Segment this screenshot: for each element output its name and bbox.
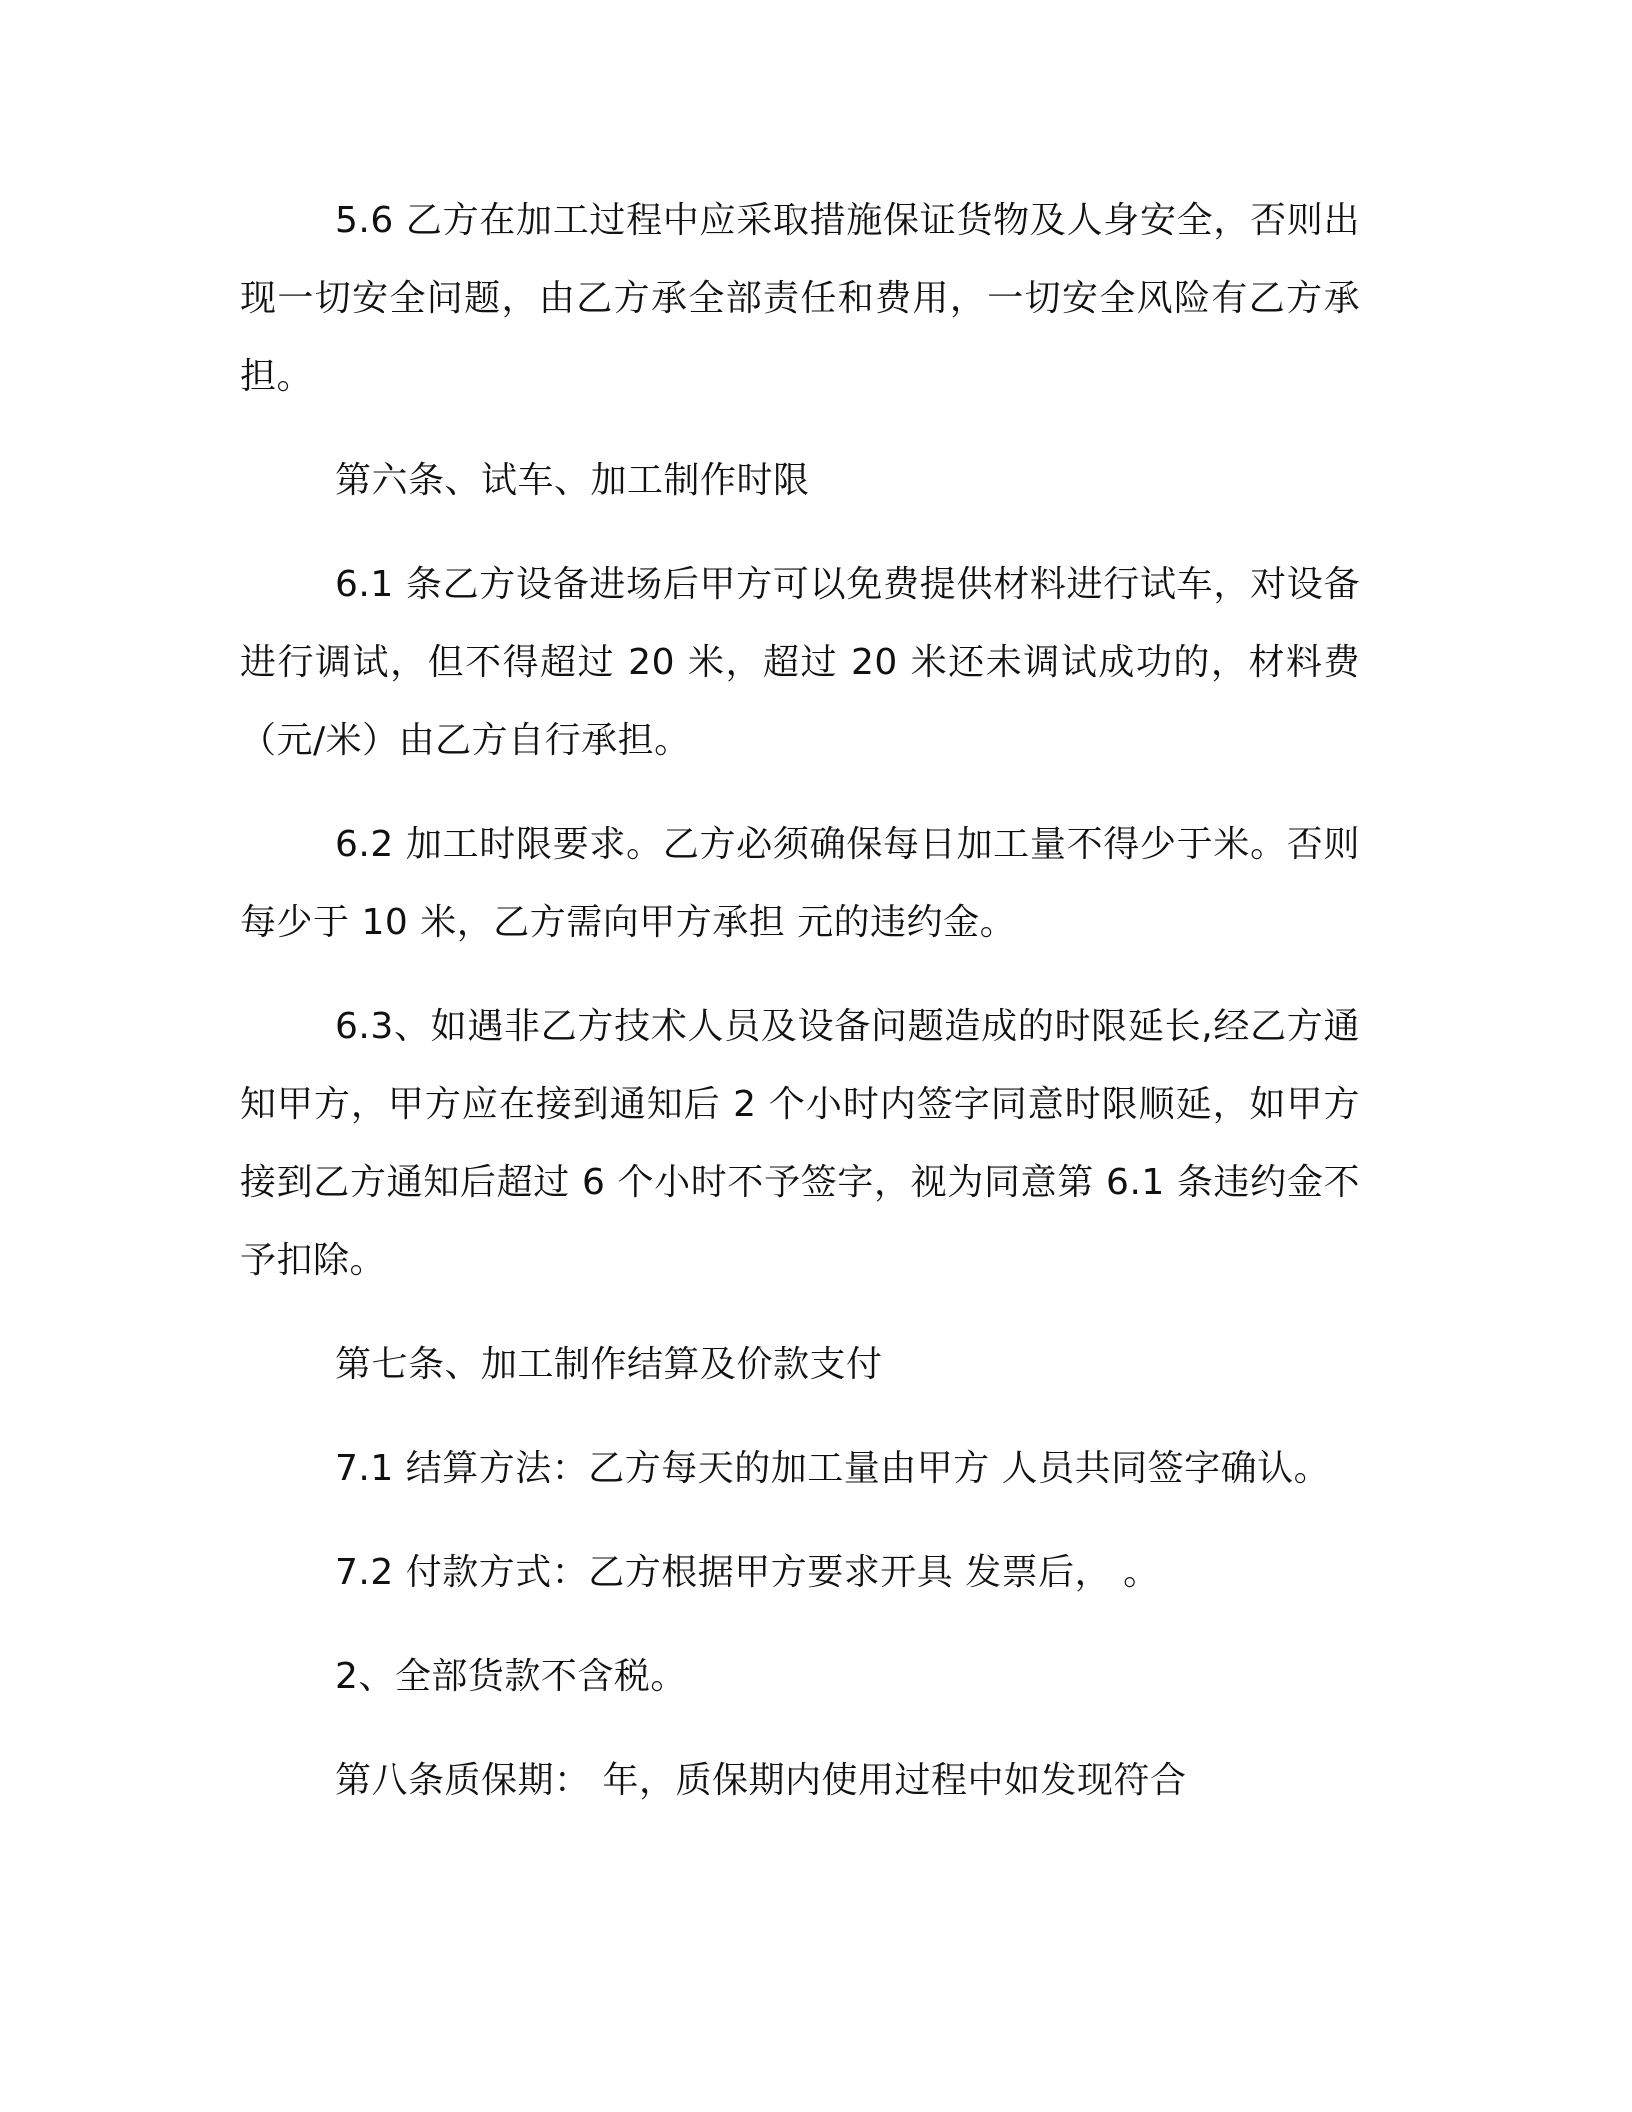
paragraph-5-6: 5.6 乙方在加工过程中应采取措施保证货物及人身安全，否则出现一切安全问题，由乙方承全部责任和费用，一切安全风险有乙方承担。 xyxy=(240,200,1360,397)
paragraph-6-3: 6.3、如遇非乙方技术人员及设备问题造成的时限延长,经乙方通知甲方，甲方应在接到通知后 2 个小时内签字同意时限顺延，如甲方接到乙方通知后超过 6 个小时不予签字，视为同意第 6.1 条违约金不予扣除。 xyxy=(240,1006,1360,1281)
paragraph-6-1: 6.1 条乙方设备进场后甲方可以免费提供材料进行试车，对设备进行调试，但不得超过 20 米，超过 20 米还未调试成功的，材料费（元/米）由乙方自行承担。 xyxy=(240,564,1360,761)
section-heading-7: 第七条、加工制作结算及价款支付 xyxy=(335,1344,883,1385)
paragraph-7-2: 7.2 付款方式：乙方根据甲方要求开具 发票后， 。 xyxy=(335,1552,1160,1593)
section-heading-8: 第八条质保期： 年，质保期内使用过程中如发现符合 xyxy=(335,1760,1187,1801)
section-heading-6: 第六条、试车、加工制作时限 xyxy=(335,460,810,501)
paragraph-2: 2、全部货款不含税。 xyxy=(335,1656,687,1697)
paragraph-7-1: 7.1 结算方法：乙方每天的加工量由甲方 人员共同签字确认。 xyxy=(335,1448,1331,1489)
paragraph-6-2: 6.2 加工时限要求。乙方必须确保每日加工量不得少于米。否则每少于 10 米，乙方需向甲方承担 元的违约金。 xyxy=(240,824,1360,943)
document-body xyxy=(240,182,1360,1820)
